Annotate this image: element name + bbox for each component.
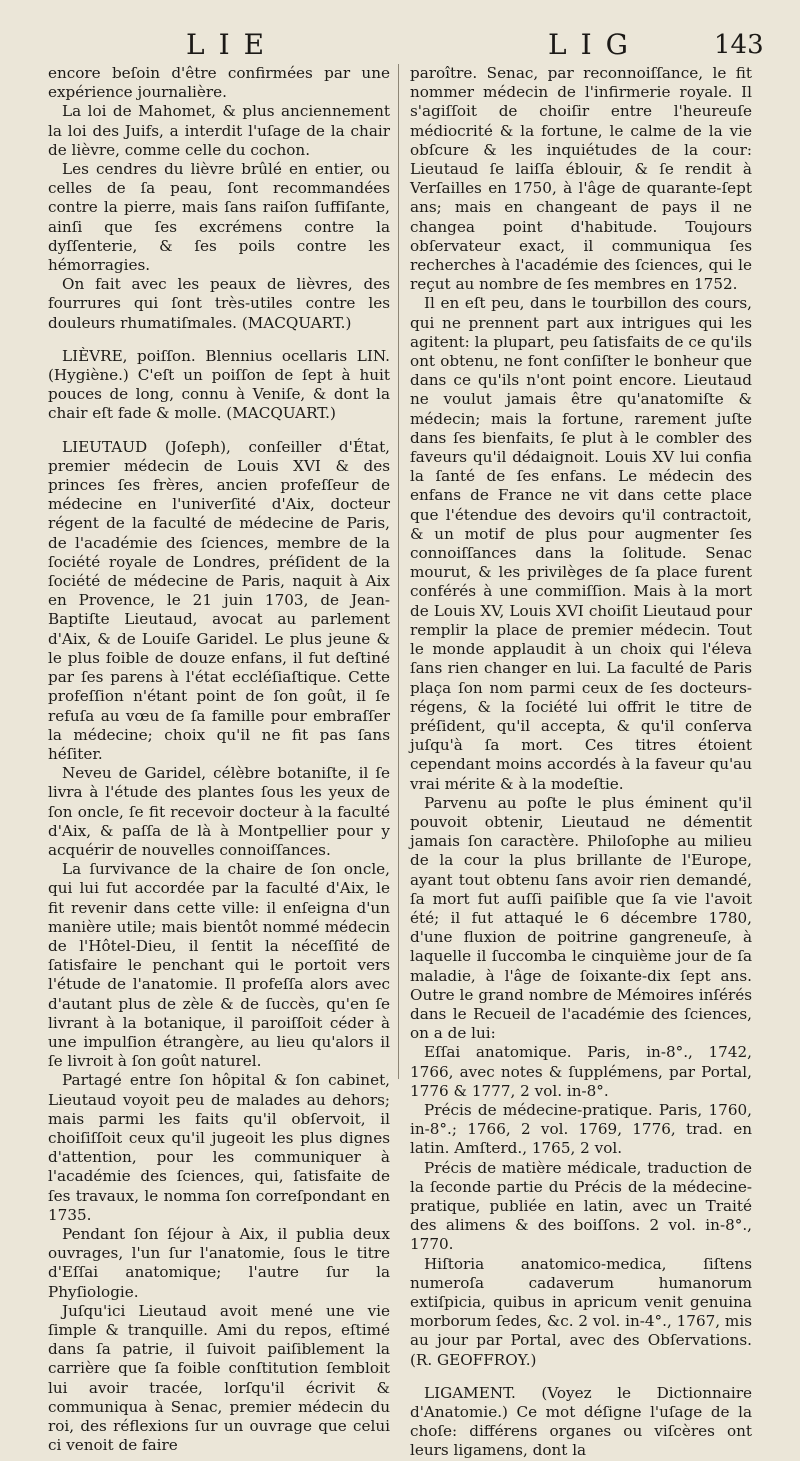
paragraph: Neveu de Garidel, célèbre botaniſte, il ſe livra à l'étude des plantes ſous les yeux de ſon oncle, ſe fit recevoir docteur à la faculté d'Aix, & paſſa de là à Montpellier pour y acquérir de nouvelles connoiſſances. <box>48 764 390 859</box>
paragraph: Eſſai anatomique. Paris, in-8°., 1742, 1766, avec notes & ſupplémens, par Portal, 1776 & 1777, 2 vol. in-8°. <box>410 1043 752 1100</box>
running-header <box>0 22 800 62</box>
paragraph: La ſurvivance de la chaire de ſon oncle, qui lui fut accordée par la faculté d'Aix, le fit revenir dans cette ville: il enſeigna d'un manière utile; mais bientôt nommé médecin de l'Hôtel-Dieu, il ſentit la néceſſité de ſatisfaire le penchant qui le portoit vers l'étude de l'anatomie. Il profeſſa alors avec d'autant plus de zèle & de ſuccès, qu'en ſe livrant à la botanique, il paroiſſoit céder à une impulſion étrangère, au lieu qu'alors il ſe livroit à ſon goût naturel. <box>48 860 390 1071</box>
paragraph: paroître. Senac, par reconnoiſſance, le fit nommer médecin de l'infirmerie royale. Il s'agiſſoit de choiſir entre l'heureuſe médiocrité & la fortune, le calme de la vie obſcure & les inquiétudes de la cour: Lieutaud ſe laiſſa éblouir, & ſe rendit à Verſailles en 1750, à l'âge de quarante-ſept ans; mais en changeant de pays il ne changea point d'habitude. Toujours obſervateur exact, il communiqua ſes recherches à l'académie des ſciences, qui le reçut au nombre de ſes membres en 1752. <box>410 64 752 294</box>
paragraph: Juſqu'ici Lieutaud avoit mené une vie ſimple & tranquille. Ami du repos, eſtimé dans ſa patrie, il ſuivoit paiſiblement la carrière que ſa foible conſtitution ſembloit lui avoir tracée, lorſqu'il écrivit & communiqua à Senac, premier médecin du roi, des réflexions ſur un ouvrage que celui ci venoit de faire <box>48 1301 390 1455</box>
paragraph: encore beſoin d'être confirmées par une expérience journalière. <box>48 64 390 102</box>
paragraph: Pendant ſon ſéjour à Aix, il publia deux ouvrages, l'un ſur l'anatomie, ſous le titre d'Eſſai anatomique; l'autre ſur la Phyſiologie. <box>48 1224 390 1301</box>
header-right: LIG <box>548 28 643 61</box>
paragraph: Hiſtoria anatomico-medica, ſiſtens numeroſa cadaverum humanorum extiſpicia, quibus in apricum venit genuina morborum ſedes, &c. 2 vol. in-4°., 1767, mis au jour par Portal, avec des Obſervations. (R. GEOFFROY.) <box>410 1254 752 1369</box>
paragraph: LIGAMENT. (Voyez le Dictionnaire d'Anatomie.) Ce mot déſigne l'uſage de la choſe: différens organes ou viſcères ont leurs ligamens, dont la <box>410 1383 752 1460</box>
left-column <box>48 64 390 1455</box>
paragraph: Parvenu au poſte le plus éminent qu'il pouvoit obtenir, Lieutaud ne démentit jamais ſon caractère. Philoſophe au milieu de la cour la plus brillante de l'Europe, ayant tout obtenu ſans avoir rien demandé, ſa mort fut auſſi paiſible que ſa vie l'avoit été; il fut attaqué le 6 décembre 1780, d'une fluxion de poitrine gangreneuſe, à laquelle il ſuccomba le cinquième jour de ſa maladie, à l'âge de ſoixante-dix ſept ans. Outre le grand nombre de Mémoires inſérés dans le Recueil de l'académie des ſciences, on a de lui: <box>410 793 752 1043</box>
paragraph: LIEUTAUD (Joſeph), conſeiller d'État, premier médecin de Louis XVI & des princes ſes frères, ancien profeſſeur de médecine en l'univerſité d'Aix, docteur régent de la faculté de médecine de Paris, de l'académie des ſciences, membre de la ſociété royale de Londres, préſident de la ſociété de médecine de Paris, naquit à Aix en Provence, le 21 juin 1703, de Jean-Baptiſte Lieutaud, avocat au parlement d'Aix, & de Louiſe Garidel. Le plus jeune & le plus foible de douze enfans, il fut deſtiné par ſes parens à l'état eccléſiaſtique. Cette profeſſion n'étant point de ſon goût, il ſe refuſa au vœu de ſa famille pour embraſſer la médecine; choix qu'il ne fit pas ſans héſiter. <box>48 437 390 763</box>
paragraph: LIÈVRE, poiſſon. Blennius ocellaris LIN. (Hygiène.) C'eſt un poiſſon de ſept à huit pouces de long, connu à Veniſe, & dont la chair eſt fade & molle. (MACQUART.) <box>48 346 390 423</box>
column-divider <box>398 64 399 1079</box>
paragraph: On fait avec les peaux de lièvres, des fourrures qui ſont très-utiles contre les douleurs rhumatiſmales. (MACQUART.) <box>48 275 390 332</box>
right-column <box>410 64 752 1461</box>
header-left: LIE <box>186 28 279 61</box>
paragraph: Il en eſt peu, dans le tourbillon des cours, qui ne prennent part aux intrigues qui les agitent: la plupart, peu ſatisfaits de ce qu'ils ont obtenu, ne font conſiſter le bonheur que dans ce qu'ils n'ont point encore. Lieutaud ne voulut jamais être qu'anatomiſte & médecin; mais la fortune, rarement juſte dans ſes bienfaits, ſe plut à le combler des faveurs qu'il dédaignoit. Louis XV lui confia la ſanté de ſes enfans. Le médecin des enfans de France ne vit dans cette place que l'étendue des devoirs qu'il contractoit, & un motif de plus pour augmenter ſes connoiſſances dans la ſolitude. Senac mourut, & les privilèges de ſa place furent conférés à une commiſſion. Mais à la mort de Louis XV, Louis XVI choiſit Lieutaud pour remplir la place de premier médecin. Tout le monde applaudit à un choix qui l'éleva ſans rien changer en lui. La faculté de Paris plaça ſon nom parmi ceux de ſes docteurs-régens, & la ſociété lui offrit le titre de préſident, qu'il accepta, & qu'il conſerva juſqu'à ſa mort. Ces titres étoient cependant moins accordés à la faveur qu'au vrai mérite & à la modeſtie. <box>410 294 752 793</box>
paragraph: Les cendres du lièvre brûlé en entier, ou celles de ſa peau, ſont recommandées contre la pierre, mais ſans raiſon ſuffiſante, ainſi que ſes excrémens contre la dyſſenterie, & ſes poils contre les hémorragies. <box>48 160 390 275</box>
page-number: 143 <box>714 30 764 60</box>
paragraph: Précis de médecine-pratique. Paris, 1760, in-8°.; 1766, 2 vol. 1769, 1776, trad. en latin. Amſterd., 1765, 2 vol. <box>410 1100 752 1158</box>
paragraph: Partagé entre ſon hôpital & ſon cabinet, Lieutaud voyoit peu de malades au dehors; mais parmi les faits qu'il obſervoit, il choiſiſſoit ceux qu'il jugeoit les plus dignes d'attention, pour les communiquer à l'académie des ſciences, qui, ſatisfaite de ſes travaux, le nomma ſon correſpondant en 1735. <box>48 1071 390 1224</box>
paragraph: La loi de Mahomet, & plus anciennement la loi des Juifs, a interdit l'uſage de la chair de lièvre, comme celle du cochon. <box>48 102 390 159</box>
paragraph: Précis de matière médicale, traduction de la ſeconde partie du Précis de la médecine-pratique, publiée en latin, avec un Traité des alimens & des boiſſons. 2 vol. in-8°., 1770. <box>410 1158 752 1254</box>
